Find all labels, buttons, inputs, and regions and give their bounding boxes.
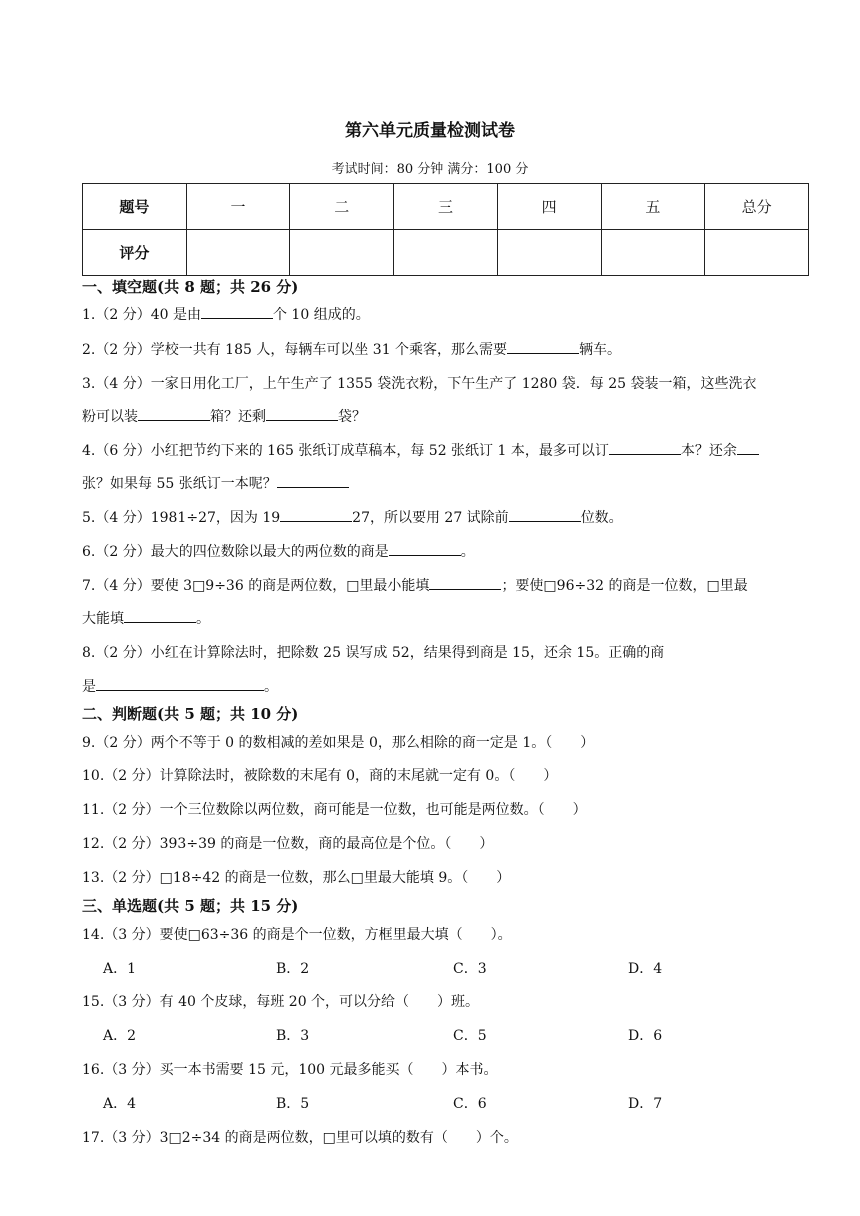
question-4-line-2 <box>82 473 812 493</box>
question-3-line-1: 3.（4 分）一家日用化工厂，上午生产了 1355 袋洗衣粉，下午生产了 1280 袋．每 25 袋装一箱，这些洗衣 <box>82 376 757 392</box>
q16-option-d: D．7 <box>628 1096 663 1112</box>
score-cell-1 <box>186 230 290 276</box>
question-4-line-1 <box>82 440 812 460</box>
q16-option-c: C．6 <box>453 1096 487 1112</box>
score-header-label: 题号 <box>83 184 187 230</box>
question-7-line-2 <box>82 608 812 628</box>
score-header-4: 四 <box>497 184 601 230</box>
answer-blank <box>509 507 581 522</box>
question-5 <box>82 507 812 527</box>
answer-blank <box>389 541 461 556</box>
question-14: 14.（3 分）要使□63÷36 的商是个一位数，方框里最大填（ ）。 <box>82 927 512 943</box>
q16-option-b: B．5 <box>276 1096 310 1112</box>
question-8-text-b: 是 <box>82 679 96 695</box>
q14-option-d: D．4 <box>628 961 663 977</box>
question-2-text-b: 辆车。 <box>579 342 622 358</box>
q14-option-b: B．2 <box>276 961 310 977</box>
q16-option-a: A．4 <box>103 1096 137 1112</box>
exam-subtitle: 考试时间：80 分钟 满分：100 分 <box>331 162 529 177</box>
score-table-score-row <box>83 230 809 276</box>
question-6-text-b: 。 <box>460 544 475 560</box>
question-7-line-1 <box>82 575 812 595</box>
question-3-text-c: 箱？还剩 <box>210 409 266 425</box>
answer-blank <box>429 575 501 590</box>
question-7-text-c: 大能填 <box>82 611 124 627</box>
section-heading-true-false: 二、判断题(共 5 题；共 10 分) <box>82 705 299 723</box>
question-4-text-c: 张？如果每 55 张纸订一本呢？ <box>82 476 277 492</box>
exam-title: 第六单元质量检测试卷 <box>345 121 515 141</box>
score-header-1: 一 <box>186 184 290 230</box>
question-8-line-1: 8.（2 分）小红在计算除法时，把除数 25 误写成 52，结果得到商是 15，还余 15。正确的商 <box>82 645 665 661</box>
question-6 <box>82 541 812 561</box>
score-header-5: 五 <box>601 184 705 230</box>
section-heading-single-choice: 三、单选题(共 5 题；共 15 分) <box>82 897 299 915</box>
answer-blank <box>201 304 273 319</box>
question-5-text-b: 27，所以要用 27 试除前 <box>352 510 509 526</box>
answer-blank <box>737 440 759 455</box>
question-3-text-d: 袋？ <box>338 409 366 425</box>
question-8-line-2 <box>82 676 812 696</box>
score-row-label: 评分 <box>83 230 187 276</box>
question-17: 17.（3 分）3□2÷34 的商是两位数，□里可以填的数有（ ）个。 <box>82 1130 518 1146</box>
answer-blank <box>266 406 338 421</box>
score-cell-3 <box>394 230 498 276</box>
score-header-3: 三 <box>394 184 498 230</box>
score-cell-2 <box>290 230 394 276</box>
question-7-text-a: 7.（4 分）要使 3□9÷36 的商是两位数，□里最小能填 <box>82 578 430 594</box>
question-7-text-b: ；要使□96÷32 的商是一位数，□里最 <box>501 578 748 594</box>
q15-option-b: B．3 <box>276 1028 310 1044</box>
answer-blank <box>507 339 579 354</box>
question-15: 15.（3 分）有 40 个皮球，每班 20 个，可以分给（ ）班。 <box>82 994 480 1010</box>
section-heading-fill-blank: 一、填空题(共 8 题；共 26 分) <box>82 278 299 296</box>
question-12: 12.（2 分）393÷39 的商是一位数，商的最高位是个位。（ ） <box>82 836 494 852</box>
answer-blank <box>96 676 264 691</box>
q15-option-d: D．6 <box>628 1028 663 1044</box>
answer-blank <box>277 473 349 488</box>
answer-blank <box>280 507 352 522</box>
question-4-text-b: 本？还余 <box>680 443 737 459</box>
q14-option-a: A．1 <box>103 961 137 977</box>
question-4-text-a: 4.（6 分）小红把节约下来的 165 张纸订成草稿本，每 52 张纸订 1 本，最多可以订 <box>82 443 609 459</box>
q15-option-a: A．2 <box>103 1028 137 1044</box>
answer-blank <box>138 406 210 421</box>
q15-option-c: C．5 <box>453 1028 487 1044</box>
question-1-text-a: 1.（2 分）40 是由 <box>82 307 201 323</box>
question-3-line-2 <box>82 406 812 426</box>
score-cell-5 <box>601 230 705 276</box>
question-1 <box>82 304 812 324</box>
question-2-text-a: 2.（2 分）学校一共有 185 人，每辆车可以坐 31 个乘客，那么需要 <box>82 342 508 358</box>
q14-option-c: C．3 <box>453 961 487 977</box>
question-6-text-a: 6.（2 分）最大的四位数除以最大的两位数的商是 <box>82 544 389 560</box>
question-9: 9.（2 分）两个不等于 0 的数相减的差如果是 0，那么相除的商一定是 1。（ ） <box>82 735 595 751</box>
question-7-text-d: 。 <box>196 611 210 627</box>
question-13: 13.（2 分）□18÷42 的商是一位数，那么□里最大能填 9。（ ） <box>82 870 511 886</box>
score-table-header-row <box>83 184 809 230</box>
question-16: 16.（3 分）买一本书需要 15 元，100 元最多能买（ ）本书。 <box>82 1062 498 1078</box>
answer-blank <box>124 608 196 623</box>
question-11: 11.（2 分）一个三位数除以两位数，商可能是一位数，也可能是两位数。（ ） <box>82 802 587 818</box>
score-header-2: 二 <box>290 184 394 230</box>
question-5-text-c: 位数。 <box>580 510 623 526</box>
score-table <box>82 183 809 276</box>
score-cell-4 <box>497 230 601 276</box>
score-header-total: 总分 <box>705 184 809 230</box>
question-1-text-b: 个 10 组成的。 <box>272 307 370 323</box>
question-3-text-b: 粉可以装 <box>82 409 138 425</box>
score-cell-total <box>705 230 809 276</box>
question-8-text-c: 。 <box>264 679 278 695</box>
question-10: 10.（2 分）计算除法时，被除数的末尾有 0，商的末尾就一定有 0。（ ） <box>82 768 558 784</box>
question-5-text-a: 5.（4 分）1981÷27，因为 19 <box>82 510 281 526</box>
question-2 <box>82 339 812 359</box>
answer-blank <box>609 440 681 455</box>
